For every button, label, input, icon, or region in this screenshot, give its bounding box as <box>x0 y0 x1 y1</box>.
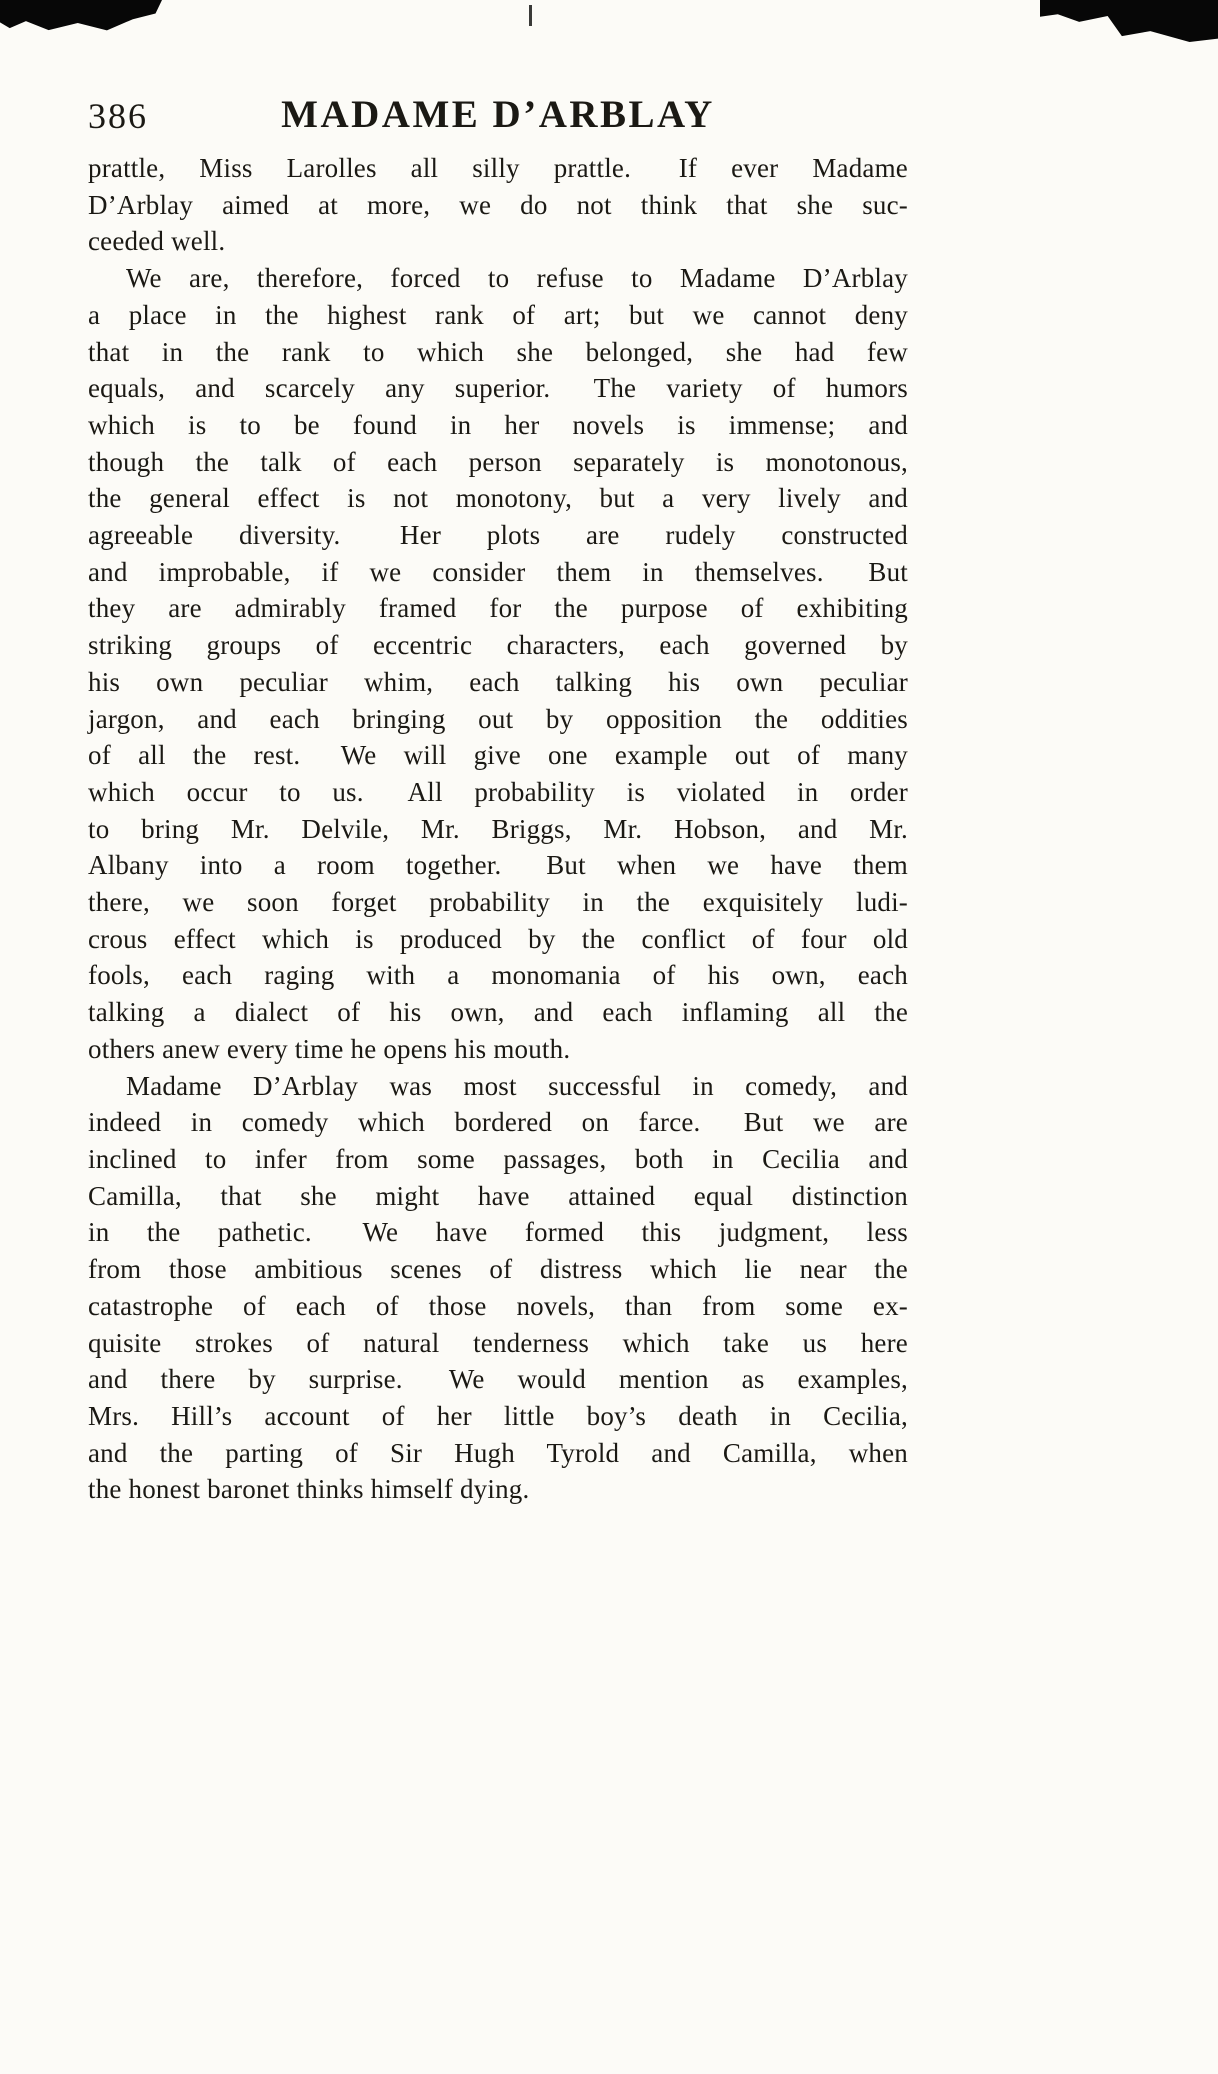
text-line: there, we soon forget probability in the exquisitely ludi- <box>88 887 908 918</box>
page-header <box>88 84 908 134</box>
text-line: a place in the highest rank of art; but we cannot deny <box>88 299 908 330</box>
text-line: quisite strokes of natural tenderness which take us here <box>88 1327 908 1358</box>
text-line: D’Arblay aimed at more, we do not think that she suc- <box>88 189 908 220</box>
text-line: others anew every time he opens his mouth. <box>88 1033 571 1064</box>
paragraph <box>88 150 908 260</box>
text-line: in the pathetic. We have formed this judgment, less <box>88 1217 908 1248</box>
text-line: catastrophe of each of those novels, than from some ex- <box>88 1290 908 1321</box>
text-line: prattle, Miss Larolles all silly prattle. If ever Madame <box>88 153 908 183</box>
text-line: which is to be found in her novels is immense; and <box>88 409 908 440</box>
text-line: which occur to us. All probability is violated in order <box>88 776 908 807</box>
page-number: 386 <box>88 96 148 136</box>
text-line: ceeded well. <box>88 226 226 257</box>
text-line: striking groups of eccentric characters, each governed by <box>88 630 908 661</box>
text-line: fools, each raging with a monomania of his own, each <box>88 960 908 991</box>
scan-artifact-top-right <box>1040 0 1218 42</box>
text-line: indeed in comedy which bordered on farce. But we are <box>88 1107 908 1138</box>
text-line: they are admirably framed for the purpose of exhibiting <box>88 593 908 624</box>
text-line: talking a dialect of his own, and each inflaming all the <box>88 997 908 1028</box>
text-line: and there by surprise. We would mention as examples, <box>88 1364 908 1395</box>
text-line: the general effect is not monotony, but a very lively and <box>88 483 908 514</box>
paragraph <box>88 260 908 1067</box>
text-line: We are, therefore, forced to refuse to Madame D’Arblay <box>126 263 908 294</box>
text-line: equals, and scarcely any superior. The variety of humors <box>88 373 908 404</box>
text-line: Madame D’Arblay was most successful in comedy, and <box>126 1070 908 1101</box>
text-line: agreeable diversity. Her plots are rudely constructed <box>88 520 908 551</box>
text-line: from those ambitious scenes of distress which lie near the <box>88 1254 908 1285</box>
text-line: Mrs. Hill’s account of her little boy’s death in Cecilia, <box>88 1400 908 1431</box>
text-line: and improbable, if we consider them in themselves. But <box>88 556 908 587</box>
text-line: crous effect which is produced by the conflict of four old <box>88 923 908 954</box>
page-body <box>88 150 908 1508</box>
text-line: his own peculiar whim, each talking his own peculiar <box>88 666 908 697</box>
text-line: inclined to infer from some passages, both in Cecilia and <box>88 1143 908 1174</box>
text-line: the honest baronet thinks himself dying. <box>88 1474 530 1505</box>
text-line: to bring Mr. Delvile, Mr. Briggs, Mr. Hobson, and Mr. <box>88 813 908 844</box>
paragraph <box>88 1068 908 1508</box>
text-line: and the parting of Sir Hugh Tyrold and Camilla, when <box>88 1437 908 1468</box>
text-line: though the talk of each person separately is monotonous, <box>88 446 908 477</box>
scan-artifact-top-center <box>529 5 532 26</box>
text-line: Albany into a room together. But when we have them <box>88 850 908 881</box>
scan-artifact-top-left <box>0 0 162 32</box>
text-line: Camilla, that she might have attained equal distinction <box>88 1180 908 1211</box>
text-line: that in the rank to which she belonged, she had few <box>88 336 908 367</box>
running-title: MADAME D’ARBLAY <box>281 93 715 136</box>
text-line: of all the rest. We will give one example out of many <box>88 740 908 771</box>
text-line: jargon, and each bringing out by opposition the oddities <box>88 703 908 734</box>
